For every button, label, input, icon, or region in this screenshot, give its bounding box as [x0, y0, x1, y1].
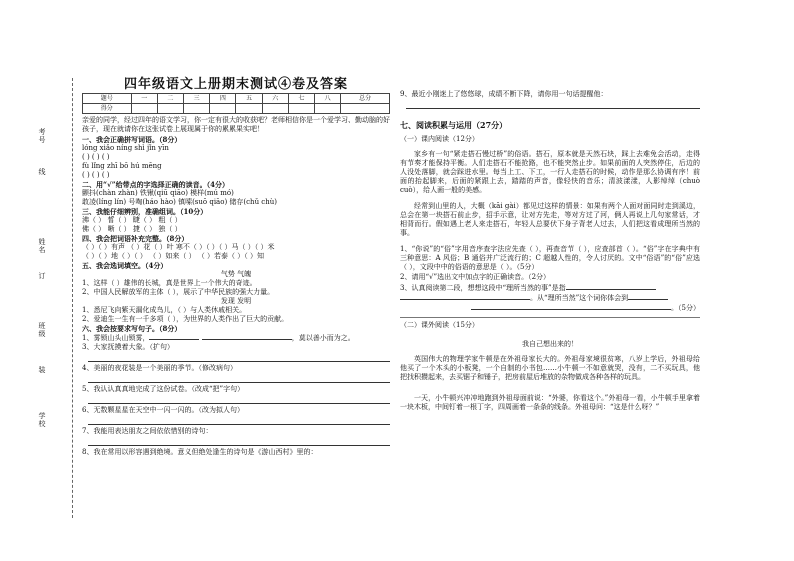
q5-sentence[interactable]: 1、这样（ ）雄伟的长城，真是世界上一个伟大的奇迹。: [82, 279, 257, 287]
q2-row[interactable]: 颤抖(chàn zhàn) 铁锹(qiū qiāo) 模样(mú mó): [82, 189, 234, 197]
q3-row[interactable]: 沸（ ） 皙（ ） 睫（ ） 粗（ ）: [82, 216, 182, 224]
q3-row[interactable]: 佛（ ） 晰（ ） 捷（ ） 独（ ）: [82, 225, 182, 233]
bar-mark-3: 装: [38, 366, 46, 374]
reading-question[interactable]: 2、请用“√”选出文中加点字的正确读音。（2分）: [400, 273, 551, 281]
score-header-cell: 六: [262, 94, 288, 104]
answer-blank[interactable]: [202, 333, 292, 340]
answer-blank[interactable]: [566, 283, 656, 290]
score-table: [82, 93, 390, 114]
q6-item: 8、我在常用以形容遇到绝境。意义但绝处逢生的诗句是《游山西村》里的：: [82, 448, 318, 456]
page-title: 四年级语文上册期末测试④卷及答案: [123, 77, 348, 92]
reading-part2-heading: （二）课外阅读（15分）: [400, 321, 479, 329]
score-cell[interactable]: [315, 104, 341, 114]
q4-heading: 四、我会把词语补充完整。（8分）: [82, 234, 189, 243]
score-cell[interactable]: [184, 104, 210, 114]
q2-row[interactable]: 敢凌(líng lín) 号啕(háo hào) 镇嗦(suō qiāo) 储存(chǔ chù): [82, 198, 277, 206]
reading-question[interactable]: 1、“你说”的“俗”字用音序查字法应先查（ ），再查音节（ ），应查部首（ ）。“俗”字在字典中有三种意思：A 风俗；B 通俗并广泛流行的；C 超越人性的，令人讨厌的。文中“俗语”的“俗”应选（ ），文段中中的俗语的意思是（ ）。（5分）: [400, 245, 700, 271]
q1-pinyin-row: fù lǐng zhī bō hú mēng: [82, 162, 162, 170]
story-paragraph: 英国伟大的物理学家牛顿是在外祖母家长大的。外祖母家境很贫寒，八岁上学后，外祖母给他买了一个木头的小板凳，一个自制的小书包……小牛顿一不如意就哭，没有，二不买玩具，他把找积攒起来，去买锯子和锤子，把房前屋后堆放的杂物做成各种各样的玩具。: [400, 355, 700, 381]
story-paragraph: 一天，小牛顿兴冲冲地跑到外祖母面前说：“外婆，你看这个。”外祖母一看，小牛顿手里拿着一块木板，中间钉着一根丁字，四周画着一条条的线条。外祖母问：“这是什么呀？”: [400, 394, 700, 411]
answer-line[interactable]: [88, 395, 390, 404]
reading-part1-heading: （一）课内阅读（12分）: [400, 135, 479, 143]
score-header-cell: 三: [184, 94, 210, 104]
q1-pinyin-row: lóng xiǎo níng shì jǐn yīn: [82, 144, 169, 152]
label-exam-number: 考号: [38, 128, 46, 144]
score-header-cell: 七: [288, 94, 314, 104]
answer-blank[interactable]: [471, 303, 671, 310]
q6-sentence: ，莫以善小而为之。: [291, 334, 355, 342]
bar-mark-1: 线: [38, 168, 46, 176]
score-label-cell: 得分: [83, 104, 132, 114]
q6-item: 7、我能用表达朋友之间依依惜别的诗句：: [82, 427, 213, 435]
reading-question-cont: [400, 303, 700, 313]
q7-heading: 七、阅读积累与运用（27分）: [400, 120, 508, 130]
score-cell[interactable]: [157, 104, 183, 114]
score-header-cell: 题号: [83, 94, 132, 104]
answer-line[interactable]: [88, 416, 390, 425]
reading-question-cont: [400, 293, 700, 303]
label-class: 班级: [38, 322, 46, 338]
label-school: 学校: [38, 412, 46, 428]
reading-question-text: 。（5分）: [671, 304, 700, 312]
score-header-cell: 一: [131, 94, 157, 104]
q5-options: 发现 发明: [220, 297, 252, 305]
q1-heading: 一、我会正确拼写词语。（8分）: [82, 135, 182, 144]
answer-blank[interactable]: [628, 293, 668, 300]
answer-blank[interactable]: [400, 293, 530, 300]
answer-line[interactable]: [88, 437, 390, 446]
score-cell[interactable]: [262, 104, 288, 114]
q6-item: 3、大家抚摸着大象。（扩句）: [82, 343, 174, 351]
reading-question: [400, 283, 700, 293]
left-column: [82, 77, 390, 457]
q6-item-1: [82, 333, 390, 343]
reading-question-text: 3、认真阅读第二段，想想这段中“理所当然的事”是指: [400, 284, 566, 292]
q5-sentence[interactable]: 1、悉尼飞向紫天漏化成鸟儿，（ ）与人类休戚相关。: [82, 306, 247, 314]
answer-blank[interactable]: [149, 333, 199, 340]
intro-text: 亲爱的同学，经过四年的语文学习，你一定有很大的收获吧？老师相信你是一个爱学习、勤动脑的好孩子，现在就请你在这张试卷上展现属于你的累累果实吧！: [82, 116, 390, 133]
q3-heading: 三、我能仔细辨别，准确组词。（10分）: [82, 207, 208, 216]
q6-item: 4、美丽的夜花装是一个美丽的季节。（修改病句）: [82, 364, 237, 372]
q2-heading: 二、用“√”给带点的字选择正确的读音。（4分）: [82, 180, 230, 189]
q5-heading: 五、我会选词填空。（4分）: [82, 261, 168, 270]
score-cell[interactable]: [131, 104, 157, 114]
right-column: [400, 90, 700, 413]
q5-sentence[interactable]: 2、爱迪生一生有一千多项（ ），为世界的人类作出了巨大的贡献。: [82, 315, 289, 323]
score-header-cell: 二: [157, 94, 183, 104]
answer-line[interactable]: [88, 374, 390, 383]
score-header-cell: 八: [315, 94, 341, 104]
q5-sentence[interactable]: 2、中国人民解放军的主体（ ），展示了中华民族的强大力量。: [82, 288, 275, 296]
divider: [400, 317, 700, 318]
score-header-cell: 总分: [341, 94, 390, 104]
q6-item: 6、无数颗星星在天空中一闪一闪的。（改为拟人句）: [82, 406, 244, 414]
score-cell[interactable]: [341, 104, 390, 114]
answer-line[interactable]: [88, 353, 390, 362]
q9-prompt: 9、最近小刚迷上了悠悠球，成绩不断下降，请你用一句话提醒他：: [400, 90, 608, 98]
score-cell[interactable]: [210, 104, 236, 114]
score-header-cell: 五: [236, 94, 262, 104]
q4-row[interactable]: （ ）（ ）有声 （ ）花（ ）叶 寒不（ ）（ ）（ ）马（ ）（ ）米: [82, 243, 275, 251]
score-cell[interactable]: [288, 104, 314, 114]
binding-line: [72, 78, 73, 518]
q1-answer-row[interactable]: ( ) ( ) ( ): [82, 171, 110, 179]
q6-heading: 六、我会按要求写句子。（8分）: [82, 324, 182, 333]
q6-sentence: 1、雾锁山头山锁雾，: [82, 334, 150, 342]
bar-mark-2: 订: [38, 272, 46, 280]
score-header-cell: 四: [210, 94, 236, 104]
q4-row[interactable]: （ ）（ ）地（ ）（ ） （ ）如来（ ） （ ）若泰（ ）（ ）知: [82, 252, 264, 260]
q1-answer-row[interactable]: ( ) ( ) ( ): [82, 153, 110, 161]
reading-question-text: 。从“理所当然”这个词你体会到: [530, 294, 629, 302]
passage-paragraph: 经常到山里的人，大概（kāi gài）都见过这样的情景：如果有两个人面对面同时走到溪边，总会在第一块搭石前止步，招手示意，让对方先走，等对方过了河，俩人再说上几句家常话，才相背而行。假如遇上老人来走搭石，年轻人总要伏下身子背老人过去，人们把这看成理所当然的事。: [400, 202, 700, 237]
q5-options: 气势 气魄: [220, 270, 252, 278]
answer-line[interactable]: [406, 100, 700, 109]
score-cell[interactable]: [236, 104, 262, 114]
label-name: 姓名: [38, 238, 46, 254]
passage-paragraph: 家乡有一句“紧走搭石慢过桥”的俗语。搭石，原本就是天然石块，踩上去难免会活动，走得有节奏才能保持平衡。人们走搭石不能抢路，也不能突然止步。如果前面的人突然停住，后边的人没处落脚，就会踩进水里。每当上工、下工，一行人走搭石的时候，动作是那么协调有序！前面的抬起脚来，后面的紧跟上去，踏踏的声音，像轻快的音乐；清波漾漾，人影绰绰（chuò cuò），给人画一般的美感。: [400, 150, 700, 194]
story-title: 我自己想出来的！: [522, 340, 578, 348]
q6-item: 5、我认认真真地完成了这份试卷。（改成“把”字句）: [82, 385, 245, 393]
